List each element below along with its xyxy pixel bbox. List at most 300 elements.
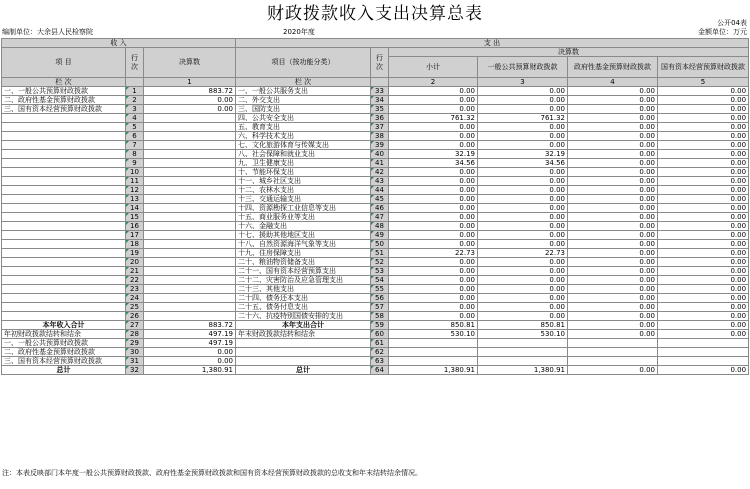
gov-fund-cell: 0.00 (568, 249, 658, 258)
expense-line-header: 行次 (371, 48, 389, 78)
income-amount (144, 204, 236, 213)
income-amount (144, 177, 236, 186)
expense-line-number: 35 (371, 105, 389, 114)
income-line-number: 3 (126, 105, 144, 114)
expense-item: 二十四、债务还本支出 (236, 294, 371, 303)
general-budget-cell: 0.00 (478, 222, 568, 231)
expense-header: 支 出 (236, 39, 749, 48)
subtotal-cell: 0.00 (389, 231, 478, 240)
income-item (2, 258, 126, 267)
income-amount: 883.72 (144, 321, 236, 330)
subtotal-cell: 1,380.91 (389, 366, 478, 375)
income-item (2, 123, 126, 132)
subtotal-cell: 0.00 (389, 258, 478, 267)
column-index-5: 5 (658, 78, 749, 87)
column-index-label: 栏 次 (236, 78, 371, 87)
state-capital-cell: 0.00 (658, 132, 749, 141)
income-line-number: 26 (126, 312, 144, 321)
subtotal-cell: 0.00 (389, 87, 478, 96)
income-amount (144, 231, 236, 240)
income-line-number: 7 (126, 141, 144, 150)
gov-fund-cell: 0.00 (568, 195, 658, 204)
income-line-number: 6 (126, 132, 144, 141)
income-item: 二、政府性基金预算财政拨款 (2, 348, 126, 357)
income-item (2, 204, 126, 213)
expense-line-number: 41 (371, 159, 389, 168)
income-item: 总计 (2, 366, 126, 375)
subtotal-cell: 0.00 (389, 186, 478, 195)
income-line-number: 27 (126, 321, 144, 330)
expense-item: 十六、金融支出 (236, 222, 371, 231)
subtotal-cell: 0.00 (389, 123, 478, 132)
income-line-number: 32 (126, 366, 144, 375)
state-capital-cell: 0.00 (658, 168, 749, 177)
gov-fund-cell: 0.00 (568, 240, 658, 249)
general-budget-cell: 0.00 (478, 240, 568, 249)
final-amount-group-header: 决算数 (389, 48, 749, 57)
general-budget-cell: 0.00 (478, 87, 568, 96)
expense-line-number: 55 (371, 285, 389, 294)
income-line-number: 28 (126, 330, 144, 339)
general-budget-cell: 0.00 (478, 303, 568, 312)
expense-item: 五、教育支出 (236, 123, 371, 132)
general-budget-cell: 0.00 (478, 312, 568, 321)
income-item: 二、政府性基金预算财政拨款 (2, 96, 126, 105)
report-table (1, 38, 749, 375)
table-row (2, 303, 749, 312)
income-line-number: 2 (126, 96, 144, 105)
income-line-number: 15 (126, 213, 144, 222)
income-line-number: 12 (126, 186, 144, 195)
table-row (2, 141, 749, 150)
state-capital-cell: 0.00 (658, 294, 749, 303)
subtotal-cell: 0.00 (389, 267, 478, 276)
income-amount (144, 294, 236, 303)
table-row (2, 195, 749, 204)
income-amount (144, 150, 236, 159)
expense-item: 二、外交支出 (236, 96, 371, 105)
income-item (2, 168, 126, 177)
income-item (2, 285, 126, 294)
income-line-number: 31 (126, 357, 144, 366)
expense-line-number: 57 (371, 303, 389, 312)
income-amount: 1,380.91 (144, 366, 236, 375)
income-amount (144, 222, 236, 231)
expense-item: 年末财政拨款结转和结余 (236, 330, 371, 339)
expense-line-number: 63 (371, 357, 389, 366)
subtotal-cell: 0.00 (389, 132, 478, 141)
general-budget-cell: 0.00 (478, 204, 568, 213)
state-capital-header: 国有资本经营预算财政拨款 (658, 57, 749, 78)
income-amount: 0.00 (144, 96, 236, 105)
expense-item: 七、文化旅游体育与传媒支出 (236, 141, 371, 150)
general-budget-cell: 0.00 (478, 186, 568, 195)
income-line-number: 30 (126, 348, 144, 357)
income-line-number: 4 (126, 114, 144, 123)
subtotal-header: 小计 (389, 57, 478, 78)
subtotal-cell: 0.00 (389, 105, 478, 114)
subtotal-cell (389, 357, 478, 366)
gov-fund-cell: 0.00 (568, 159, 658, 168)
expense-item: 十五、商业服务业等支出 (236, 213, 371, 222)
income-item (2, 231, 126, 240)
expense-item (236, 348, 371, 357)
expense-line-number: 36 (371, 114, 389, 123)
table-row (2, 312, 749, 321)
form-number: 公开04表 (717, 19, 747, 27)
column-index-3: 3 (478, 78, 568, 87)
gov-fund-cell: 0.00 (568, 258, 658, 267)
expense-item: 二十三、其他支出 (236, 285, 371, 294)
expense-line-number: 40 (371, 150, 389, 159)
income-item-header: 项 目 (2, 48, 126, 78)
column-index-2: 2 (389, 78, 478, 87)
expense-line-number: 34 (371, 96, 389, 105)
income-amount (144, 195, 236, 204)
gov-fund-cell: 0.00 (568, 87, 658, 96)
income-item (2, 294, 126, 303)
income-line-number: 18 (126, 240, 144, 249)
income-amount (144, 159, 236, 168)
gov-fund-cell: 0.00 (568, 141, 658, 150)
income-item (2, 222, 126, 231)
gov-fund-cell: 0.00 (568, 204, 658, 213)
income-item (2, 177, 126, 186)
table-row (2, 366, 749, 375)
expense-line-number: 52 (371, 258, 389, 267)
income-amount (144, 123, 236, 132)
expense-line-number: 58 (371, 312, 389, 321)
expense-line-number: 61 (371, 339, 389, 348)
income-item (2, 303, 126, 312)
expense-item: 三、国防支出 (236, 105, 371, 114)
general-budget-cell (478, 348, 568, 357)
subtotal-cell: 0.00 (389, 312, 478, 321)
state-capital-cell: 0.00 (658, 150, 749, 159)
expense-item (236, 357, 371, 366)
expense-line-number: 47 (371, 213, 389, 222)
column-index-label: 栏 次 (2, 78, 126, 87)
state-capital-cell: 0.00 (658, 303, 749, 312)
table-row (2, 231, 749, 240)
subtotal-cell: 0.00 (389, 168, 478, 177)
state-capital-cell: 0.00 (658, 177, 749, 186)
income-amount: 0.00 (144, 348, 236, 357)
report-title: 财政拨款收入支出决算总表 (267, 4, 483, 24)
income-line-number: 23 (126, 285, 144, 294)
income-amount (144, 258, 236, 267)
general-budget-cell: 0.00 (478, 213, 568, 222)
subtotal-cell: 761.32 (389, 114, 478, 123)
subtotal-cell (389, 348, 478, 357)
income-line-number: 22 (126, 276, 144, 285)
subtotal-cell (389, 339, 478, 348)
table-row (2, 321, 749, 330)
state-capital-cell: 0.00 (658, 123, 749, 132)
table-row (2, 123, 749, 132)
income-amount (144, 168, 236, 177)
currency-unit: 金额单位：万元 (698, 28, 747, 36)
income-amount (144, 303, 236, 312)
income-item (2, 141, 126, 150)
table-row (2, 186, 749, 195)
gov-fund-cell: 0.00 (568, 303, 658, 312)
state-capital-cell: 0.00 (658, 96, 749, 105)
table-row (2, 276, 749, 285)
income-amount (144, 240, 236, 249)
general-budget-cell: 761.32 (478, 114, 568, 123)
income-amount: 883.72 (144, 87, 236, 96)
expense-item: 十一、城乡社区支出 (236, 177, 371, 186)
income-amount (144, 276, 236, 285)
subtotal-cell: 0.00 (389, 204, 478, 213)
table-row (2, 258, 749, 267)
income-header: 收 入 (2, 39, 236, 48)
state-capital-cell: 0.00 (658, 222, 749, 231)
income-amount (144, 249, 236, 258)
expense-line-number: 33 (371, 87, 389, 96)
expense-item: 十九、住房保障支出 (236, 249, 371, 258)
subtotal-cell: 0.00 (389, 294, 478, 303)
income-line-number: 24 (126, 294, 144, 303)
expense-item: 十二、农林水支出 (236, 186, 371, 195)
gov-fund-cell (568, 348, 658, 357)
income-item (2, 312, 126, 321)
expense-line-number: 44 (371, 186, 389, 195)
expense-item: 二十、粮油物资储备支出 (236, 258, 371, 267)
reporting-unit: 编制单位：大余县人民检察院 (2, 28, 93, 36)
income-item (2, 159, 126, 168)
expense-line-number: 62 (371, 348, 389, 357)
income-amount (144, 114, 236, 123)
column-index-1: 1 (144, 78, 236, 87)
state-capital-cell (658, 339, 749, 348)
subtotal-cell: 0.00 (389, 195, 478, 204)
general-budget-cell: 0.00 (478, 231, 568, 240)
column-index-4: 4 (568, 78, 658, 87)
table-row (2, 132, 749, 141)
gov-fund-cell (568, 357, 658, 366)
expense-line-number: 43 (371, 177, 389, 186)
gov-fund-cell: 0.00 (568, 177, 658, 186)
table-row (2, 177, 749, 186)
subtotal-cell: 0.00 (389, 276, 478, 285)
expense-line-number: 64 (371, 366, 389, 375)
expense-item: 二十二、灾害防治及应急管理支出 (236, 276, 371, 285)
gov-fund-cell: 0.00 (568, 186, 658, 195)
gov-fund-cell: 0.00 (568, 285, 658, 294)
expense-line-number: 37 (371, 123, 389, 132)
subtotal-cell: 0.00 (389, 96, 478, 105)
income-item (2, 249, 126, 258)
income-line-number: 10 (126, 168, 144, 177)
fiscal-year: 2020年度 (283, 28, 315, 36)
income-amount: 497.19 (144, 339, 236, 348)
expense-item: 十八、自然资源海洋气象等支出 (236, 240, 371, 249)
expense-item: 二十六、抗疫特别国债安排的支出 (236, 312, 371, 321)
expense-line-number: 56 (371, 294, 389, 303)
income-item: 三、国有资本经营预算财政拨款 (2, 357, 126, 366)
table-row (2, 267, 749, 276)
income-item (2, 267, 126, 276)
income-amount (144, 186, 236, 195)
state-capital-cell: 0.00 (658, 366, 749, 375)
expense-item: 一、一般公共服务支出 (236, 87, 371, 96)
expense-line-number: 42 (371, 168, 389, 177)
table-row (2, 159, 749, 168)
gov-fund-cell (568, 339, 658, 348)
income-amount (144, 312, 236, 321)
expense-item: 十四、资源勘探工业信息等支出 (236, 204, 371, 213)
income-amount (144, 213, 236, 222)
income-line-number: 1 (126, 87, 144, 96)
table-row (2, 249, 749, 258)
expense-item: 九、卫生健康支出 (236, 159, 371, 168)
subtotal-cell: 0.00 (389, 213, 478, 222)
general-budget-cell: 0.00 (478, 294, 568, 303)
income-line-number: 17 (126, 231, 144, 240)
expense-line-number: 45 (371, 195, 389, 204)
gov-fund-cell: 0.00 (568, 150, 658, 159)
general-budget-cell: 0.00 (478, 276, 568, 285)
column-index-blank (126, 78, 144, 87)
income-amount (144, 132, 236, 141)
expense-item: 十七、援助其他地区支出 (236, 231, 371, 240)
subtotal-cell: 34.56 (389, 159, 478, 168)
expense-line-number: 39 (371, 141, 389, 150)
table-row (2, 339, 749, 348)
income-item (2, 276, 126, 285)
subtotal-cell: 0.00 (389, 240, 478, 249)
state-capital-cell: 0.00 (658, 141, 749, 150)
income-item (2, 150, 126, 159)
income-amount: 0.00 (144, 105, 236, 114)
expense-item: 六、科学技术支出 (236, 132, 371, 141)
table-row (2, 114, 749, 123)
gov-fund-cell: 0.00 (568, 231, 658, 240)
income-line-number: 20 (126, 258, 144, 267)
general-budget-cell: 0.00 (478, 168, 568, 177)
income-item: 年初财政拨款结转和结余 (2, 330, 126, 339)
general-budget-cell: 0.00 (478, 132, 568, 141)
table-row (2, 240, 749, 249)
table-row (2, 330, 749, 339)
subtotal-cell: 530.10 (389, 330, 478, 339)
income-line-header: 行次 (126, 48, 144, 78)
gov-fund-cell: 0.00 (568, 312, 658, 321)
state-capital-cell: 0.00 (658, 258, 749, 267)
state-capital-cell: 0.00 (658, 240, 749, 249)
general-budget-cell: 0.00 (478, 195, 568, 204)
expense-item (236, 339, 371, 348)
income-item: 一、一般公共预算财政拨款 (2, 339, 126, 348)
general-budget-cell: 34.56 (478, 159, 568, 168)
gov-fund-cell: 0.00 (568, 168, 658, 177)
gov-fund-cell: 0.00 (568, 105, 658, 114)
income-amount (144, 267, 236, 276)
expense-item: 八、社会保障和就业支出 (236, 150, 371, 159)
gov-fund-cell: 0.00 (568, 276, 658, 285)
income-amount: 497.19 (144, 330, 236, 339)
income-item (2, 186, 126, 195)
subtotal-cell: 0.00 (389, 303, 478, 312)
expense-item: 十、节能环保支出 (236, 168, 371, 177)
expense-line-number: 48 (371, 222, 389, 231)
general-budget-cell: 32.19 (478, 150, 568, 159)
state-capital-cell: 0.00 (658, 213, 749, 222)
general-budget-cell: 0.00 (478, 258, 568, 267)
table-row (2, 213, 749, 222)
expense-line-number: 49 (371, 231, 389, 240)
table-row (2, 87, 749, 96)
income-item (2, 240, 126, 249)
general-budget-cell: 0.00 (478, 177, 568, 186)
gov-fund-cell: 0.00 (568, 114, 658, 123)
state-capital-cell: 0.00 (658, 114, 749, 123)
table-row (2, 357, 749, 366)
subtotal-cell: 32.19 (389, 150, 478, 159)
table-row (2, 96, 749, 105)
income-item (2, 132, 126, 141)
subtotal-cell: 0.00 (389, 222, 478, 231)
state-capital-cell: 0.00 (658, 330, 749, 339)
expense-item: 二十五、债务付息支出 (236, 303, 371, 312)
income-item (2, 114, 126, 123)
gov-fund-cell: 0.00 (568, 330, 658, 339)
expense-item: 十三、交通运输支出 (236, 195, 371, 204)
general-budget-cell: 1,380.91 (478, 366, 568, 375)
expense-line-number: 59 (371, 321, 389, 330)
table-row (2, 222, 749, 231)
table-row (2, 285, 749, 294)
expense-line-number: 53 (371, 267, 389, 276)
income-item: 一、一般公共预算财政拨款 (2, 87, 126, 96)
state-capital-cell: 0.00 (658, 87, 749, 96)
state-capital-cell: 0.00 (658, 276, 749, 285)
expense-item: 二十一、国有资本经营预算支出 (236, 267, 371, 276)
income-line-number: 16 (126, 222, 144, 231)
state-capital-cell: 0.00 (658, 285, 749, 294)
income-line-number: 21 (126, 267, 144, 276)
gov-fund-cell: 0.00 (568, 321, 658, 330)
subtotal-cell: 0.00 (389, 177, 478, 186)
gov-fund-cell: 0.00 (568, 132, 658, 141)
income-amount (144, 285, 236, 294)
gov-fund-cell: 0.00 (568, 267, 658, 276)
table-row (2, 348, 749, 357)
income-line-number: 13 (126, 195, 144, 204)
state-capital-cell (658, 348, 749, 357)
income-line-number: 11 (126, 177, 144, 186)
subtotal-cell: 0.00 (389, 141, 478, 150)
income-line-number: 9 (126, 159, 144, 168)
expense-line-number: 46 (371, 204, 389, 213)
gov-fund-cell: 0.00 (568, 213, 658, 222)
expense-line-number: 54 (371, 276, 389, 285)
gov-fund-cell: 0.00 (568, 294, 658, 303)
gov-fund-header: 政府性基金预算财政拨款 (568, 57, 658, 78)
state-capital-cell: 0.00 (658, 267, 749, 276)
general-budget-cell: 0.00 (478, 105, 568, 114)
gov-fund-cell: 0.00 (568, 96, 658, 105)
subtotal-cell: 850.81 (389, 321, 478, 330)
general-budget-cell: 22.73 (478, 249, 568, 258)
state-capital-cell (658, 357, 749, 366)
table-row (2, 105, 749, 114)
general-budget-cell (478, 357, 568, 366)
income-amount-header: 决算数 (144, 48, 236, 78)
subtotal-cell: 22.73 (389, 249, 478, 258)
